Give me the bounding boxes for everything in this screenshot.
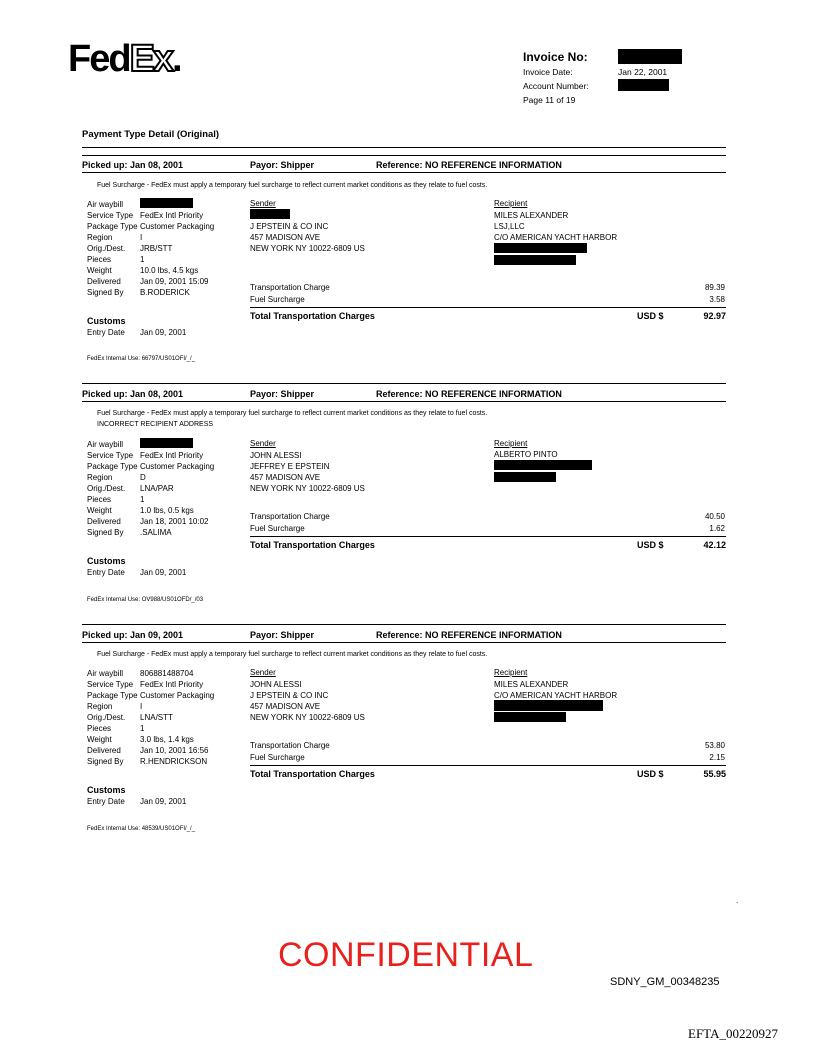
recipient-label: Recipient	[494, 439, 528, 448]
fuel-surcharge-note: Fuel Surcharge - FedEx must apply a temporary fuel surcharge to reflect current market conditions as they relate to fuel costs.	[97, 651, 488, 658]
internal-use: FedEx Internal Use: OV988/US01OFD/_/03	[87, 597, 204, 603]
page-number: Page 11 of 19	[523, 95, 576, 105]
account-number-label: Account Number:	[523, 81, 589, 91]
divider	[250, 536, 726, 537]
currency: USD $	[637, 311, 664, 321]
redaction-box	[494, 460, 592, 470]
picked-up: Picked up: Jan 08, 2001	[82, 160, 184, 170]
fuel-surcharge-label: Fuel Surcharge	[250, 753, 305, 762]
picked-up: Picked up: Jan 08, 2001	[82, 389, 184, 399]
reference: Reference: NO REFERENCE INFORMATION	[376, 160, 562, 170]
redaction-box	[494, 700, 603, 711]
redaction-box	[618, 79, 669, 91]
internal-use: FedEx Internal Use: 48539/US01OFI/_/_	[87, 826, 196, 832]
redaction-box	[494, 472, 556, 482]
transportation-charge-label: Transportation Charge	[250, 741, 330, 750]
stray-dot: .	[736, 896, 739, 905]
fuel-surcharge-value: 2.15	[709, 753, 725, 762]
shipment-values: FedEx Intl Priority Customer Packaging D LNA/PAR 1 1.0 lbs, 0.5 kgs Jan 18, 2001 10:02 .SALIMA	[140, 451, 215, 537]
picked-up: Picked up: Jan 09, 2001	[82, 630, 184, 640]
customs-label: Customs	[87, 556, 126, 566]
shipment-values: FedEx Intl Priority Customer Packaging I JRB/STT 1 10.0 lbs, 4.5 kgs Jan 09, 2001 15:09 B.RODERICK	[140, 211, 215, 297]
transportation-charge-label: Transportation Charge	[250, 512, 330, 521]
entry-date-label: Entry Date	[87, 328, 125, 337]
currency: USD $	[637, 540, 664, 550]
recipient-address: MILES ALEXANDER LSJ,LLC C/O AMERICAN YACHT HARBOR	[494, 211, 618, 242]
divider	[82, 383, 726, 384]
recipient-address: MILES ALEXANDER C/O AMERICAN YACHT HARBOR	[494, 680, 618, 700]
divider	[82, 155, 726, 156]
fuel-surcharge-value: 1.62	[709, 524, 725, 533]
bates-number: SDNY_GM_00348235	[610, 976, 720, 988]
redaction-box	[250, 209, 290, 219]
payor: Payor: Shipper	[250, 630, 315, 640]
fedex-logo: FedEx.	[68, 38, 181, 80]
invoice-date-value: Jan 22, 2001	[618, 67, 668, 77]
fuel-surcharge-note: Fuel Surcharge - FedEx must apply a temporary fuel surcharge to reflect current market conditions as they relate to fuel costs.	[97, 410, 488, 417]
confidential-stamp: CONFIDENTIAL	[278, 936, 534, 974]
transportation-charge-value: 53.80	[704, 741, 725, 750]
entry-date-value: Jan 09, 2001	[140, 797, 187, 806]
transportation-charge-value: 89.39	[704, 283, 725, 292]
total-label: Total Transportation Charges	[250, 769, 375, 779]
total-label: Total Transportation Charges	[250, 311, 375, 321]
shipment-labels: Air waybill Service Type Package Type Region Orig./Dest. Pieces Weight Delivered Signed By	[87, 440, 138, 537]
divider	[82, 401, 726, 402]
divider	[82, 624, 726, 625]
sender-label: Sender	[250, 199, 276, 208]
fuel-surcharge-label: Fuel Surcharge	[250, 524, 305, 533]
shipment-values: 806881488704 FedEx Intl Priority Customer Packaging I LNA/STT 1 3.0 lbs, 1.4 kgs Jan 10, 2001 16:56 R.HENDRICKSON	[140, 669, 215, 766]
entry-date-label: Entry Date	[87, 797, 125, 806]
redaction-box	[494, 255, 576, 265]
sender-label: Sender	[250, 439, 276, 448]
entry-date-value: Jan 09, 2001	[140, 328, 187, 337]
redaction-box	[494, 712, 566, 722]
address-note: INCORRECT RECIPIENT ADDRESS	[97, 421, 214, 428]
reference: Reference: NO REFERENCE INFORMATION	[376, 389, 562, 399]
entry-date-label: Entry Date	[87, 568, 125, 577]
recipient-label: Recipient	[494, 668, 528, 677]
fuel-surcharge-note: Fuel Surcharge - FedEx must apply a temporary fuel surcharge to reflect current market conditions as they relate to fuel costs.	[97, 182, 488, 189]
recipient-label: Recipient	[494, 199, 528, 208]
customs-label: Customs	[87, 316, 126, 326]
entry-date-value: Jan 09, 2001	[140, 568, 187, 577]
total-value: 42.12	[703, 540, 726, 550]
payor: Payor: Shipper	[250, 160, 315, 170]
invoice-no-label: Invoice No:	[523, 50, 588, 64]
internal-use: FedEx Internal Use: 66797/US01OFI/_/_	[87, 356, 196, 362]
transportation-charge-value: 40.50	[704, 512, 725, 521]
sender-address: JOHN ALESSI JEFFREY E EPSTEIN 457 MADISON AVE NEW YORK NY 10022-6809 US	[250, 451, 365, 493]
transportation-charge-label: Transportation Charge	[250, 283, 330, 292]
sender-address: JOHN ALESSI J EPSTEIN & CO INC 457 MADISON AVE NEW YORK NY 10022-6809 US	[250, 680, 365, 722]
efta-number: EFTA_00220927	[688, 1026, 778, 1041]
total-value: 55.95	[703, 769, 726, 779]
section-title: Payment Type Detail (Original)	[82, 129, 220, 140]
redaction-box	[494, 243, 587, 253]
sender-label: Sender	[250, 668, 276, 677]
redaction-box	[618, 49, 682, 64]
currency: USD $	[637, 769, 664, 779]
total-label: Total Transportation Charges	[250, 540, 375, 550]
invoice-date-label: Invoice Date:	[523, 67, 573, 77]
total-value: 92.97	[703, 311, 726, 321]
divider	[82, 172, 726, 173]
divider	[82, 642, 726, 643]
customs-label: Customs	[87, 785, 126, 795]
reference: Reference: NO REFERENCE INFORMATION	[376, 630, 562, 640]
shipment-labels: Air waybill Service Type Package Type Region Orig./Dest. Pieces Weight Delivered Signed By	[87, 669, 138, 766]
fuel-surcharge-value: 3.58	[709, 295, 725, 304]
fuel-surcharge-label: Fuel Surcharge	[250, 295, 305, 304]
sender-address: J EPSTEIN & CO INC 457 MADISON AVE NEW YORK NY 10022-6809 US	[250, 222, 365, 253]
divider	[250, 765, 726, 766]
shipment-labels: Air waybill Service Type Package Type Region Orig./Dest. Pieces Weight Delivered Signed By	[87, 200, 138, 297]
payor: Payor: Shipper	[250, 389, 315, 399]
divider	[82, 147, 726, 148]
recipient-name: ALBERTO PINTO	[494, 450, 558, 459]
divider	[250, 307, 726, 308]
